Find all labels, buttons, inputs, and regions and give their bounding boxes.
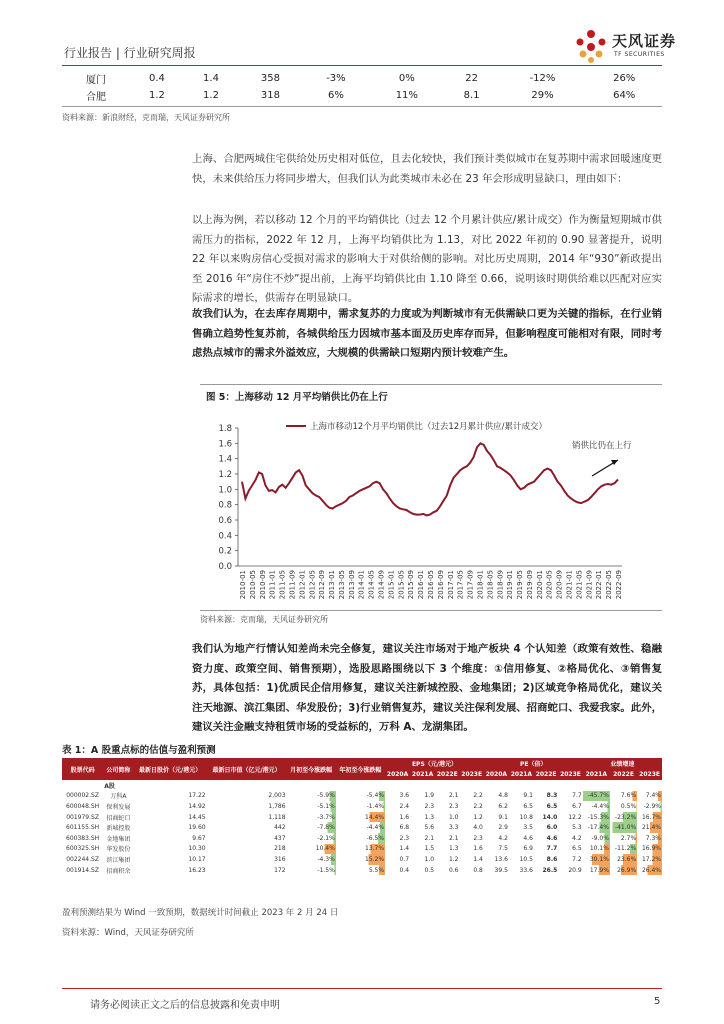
table-cell: 12.2 [568,813,582,821]
table-cell: 13.7% [336,844,385,855]
table-cell: 6.8 [399,824,410,832]
table-cell [637,780,662,791]
table-cell: 10.4% [287,844,336,855]
table-header-row [62,758,662,769]
table-cell: 0.5% [610,801,637,812]
x-tick-label: 2017-05 [456,570,465,600]
table-cell: 2.2 [473,792,483,800]
table-cell: 7.4% [637,791,662,802]
table-cell: 6.5 [546,802,558,810]
table-cell: 7.2 [572,855,582,863]
table-cell: 17.22 [188,792,206,800]
x-tick-label: 2020-01 [535,570,544,600]
table-cell: 33.6 [519,866,533,874]
table-cell: -1.4% [336,801,385,812]
x-tick-label: 2015-09 [407,570,416,600]
table-cell: 64% [613,90,636,101]
y-tick-label: 1.6 [218,439,232,450]
table-cell: -17.4% [583,822,610,833]
x-tick-label: 2019-05 [516,570,525,600]
table-cell: 6.0 [546,824,558,832]
table-cell: -4.4% [336,822,385,833]
table-cell: 9.67 [192,834,206,842]
table-cell [583,780,610,791]
header-cell: 最新日股价（元/港元） [134,758,207,780]
table-cell: 5.3 [572,824,582,832]
paragraph-1: 上海、合肥两城住宅供给处历史相对低位，且去化较快，我们预计类似城市在复苏期中需求回暖速度更快，未来供给压力将同步增大，但我们认为此类城市未必在 23 年会形成明显缺口，理由如下： [192,153,662,185]
y-tick-label: 0.4 [218,531,232,542]
table-row [62,812,662,823]
brand-name: 天风证券 [612,32,677,50]
table-cell: 新城控股 [106,825,131,833]
page-number: 5 [654,996,661,1007]
x-tick-label: 2014-09 [377,570,386,600]
table-cell: 1,786 [268,802,286,810]
table-cell: 2.1 [424,834,435,842]
x-tick-label: 2019-09 [525,570,534,600]
figure-top-rule [200,384,662,385]
x-tick-label: 2020-09 [555,570,564,600]
table-cell [207,780,287,791]
table-cell: 0.4 [149,73,165,84]
x-tick-label: 2016-05 [427,570,435,600]
table-cell: 6.5 [523,802,533,810]
table-cell: 4.2 [498,834,508,842]
table-cell: -15.3% [583,812,610,823]
table-cell: 2.3 [473,834,483,842]
table-cell: 7.7 [546,845,558,853]
table-note: 盈利预测结果为 Wind 一致预期，数据统计时间截止 2023 年 2 月 24 日 [62,908,339,918]
table-cell: -45.7% [583,791,610,802]
subheader-cell: 2023E [637,769,662,780]
table-cell [385,780,410,791]
table-cell: -9.0% [583,833,610,844]
subheader-cell: 2021A [583,769,610,780]
subheader-cell: 2023E [461,771,483,778]
x-tick-label: 2012-01 [298,570,307,600]
brand-logo-icon [571,27,611,67]
table-cell: 0.8 [473,866,483,874]
table-row [62,87,662,104]
chart-annotation: 销供比仍在上行 [572,441,632,451]
table-cell: -1.5% [287,865,336,876]
table-cell: 3.5 [523,824,533,832]
table-cell: 1.6 [399,813,410,821]
table-cell: 1.2 [203,90,219,101]
table-cell: 2.4 [399,802,410,810]
table-cell: 601155.SH [66,824,100,832]
table-cell: 合肥 [85,92,106,103]
table-cell: 17.2% [637,854,662,865]
table-cell: 8.6 [546,855,558,863]
table-cell: 6.7 [572,802,582,810]
table-cell: 7.3% [637,833,662,844]
y-tick-label: 0.8 [218,500,232,511]
table-cell: 招商积余 [106,867,131,875]
paragraph-3: 故我们认为，在去库存周期中，需求复苏的力度或为判断城市有无供需缺口更为关键的指标，在行业销售确立趋势性复苏前，各城供给压力因城市基本面及历史库存而异，但影响程度可能相对有限，同时考虑热点城市的需求外溢效应，大规模的供需缺口短期内预计较难产生。 [192,308,662,359]
table-row [62,854,662,865]
table-cell: 1.2 [149,90,165,101]
table-cell: -11.2% [610,844,637,855]
source-note-3: 资料来源：Wind，天风证券研究所 [62,928,194,938]
table-row [62,844,662,855]
table-cell: 2.1 [448,834,459,842]
table-cell: 招商蛇口 [106,814,131,822]
subheader-cell: 2020A [485,771,508,778]
table-cell: 4.0 [473,824,483,832]
table-cell: 0% [398,73,415,84]
table-cell: -2.9% [637,801,662,812]
footer-disclaimer: 请务必阅读正文之后的信息披露和免责申明 [90,1000,280,1011]
table-cell: 15.2% [336,854,385,865]
table-cell: 2.3 [448,802,459,810]
table-cell: 16.7% [637,812,662,823]
table-cell [558,780,582,791]
header-cell: 月初至今涨跌幅 [287,758,336,780]
table-cell [435,780,459,791]
table-cell: 1.2 [448,855,459,863]
subheader-cell: 2022E [436,771,458,778]
x-tick-label: 2017-01 [446,570,455,600]
table-cell: 22 [465,73,478,84]
table-cell: 437 [274,834,286,842]
table-cell: -2.1% [287,833,336,844]
table-cell [134,780,207,791]
x-tick-label: 2021-09 [585,570,594,600]
table-cell: -12% [529,73,556,84]
table-cell: 0.7 [399,855,410,863]
line-chart [200,402,662,608]
table-cell: 218 [274,845,286,853]
table-cell [459,780,483,791]
x-tick-label: 2014-01 [357,570,366,600]
table-cell: 23.6% [610,854,637,865]
x-tick-label: 2012-09 [318,570,327,600]
table-cell: 26.9% [610,865,637,876]
x-tick-label: 2013-05 [337,570,346,600]
table-group-row [62,780,662,791]
table-cell: 26.4% [637,865,662,876]
table-cell: -23.2% [610,812,637,823]
table-cell: 14.0 [542,813,558,821]
x-tick-label: 2022-01 [595,570,604,600]
table-cell [610,780,637,791]
paragraph-4: 我们认为地产行情认知差尚未完全修复，建议关注市场对于地产板块 4 个认知差（政策有效性、稳融资力度、政策空间、销售预期），选股思路围绕以下 3 个维度：①信用修复、②格局优化、③销售复苏，具体包括：1)优质民企信用修复，建议关注新城控股、金地集团；2)区域竞争格局优化，建议关注天地源、滨江集团、华发股份；3)行业销售复苏，建议关注保利发展、招商蛇口、我爱我家。此外，建议关注金融支持租赁市场的受益标的，万科 A、龙湖集团。 [192,643,662,733]
x-tick-label: 2015-05 [397,570,406,600]
table-cell: 9.1 [523,792,533,800]
y-tick-label: 0.0 [218,562,232,572]
table-cell: 4.6 [546,834,558,842]
table-cell: 5.5% [336,865,385,876]
table-cell: 1.2 [473,813,483,821]
y-tick-label: 1.8 [218,424,232,434]
x-tick-label: 2017-09 [466,570,475,600]
x-tick-label: 2010-01 [239,570,247,600]
table-cell: -3% [326,73,346,84]
table-cell [287,780,336,791]
table-cell: 金地集团 [106,835,131,843]
table-cell: 2,003 [268,792,286,800]
table-cell: 6.5 [572,845,582,853]
table-cell: 2.1 [448,792,459,800]
table-cell: 2.9 [498,824,508,832]
table-cell: 1.6 [473,845,483,853]
table-cell: 8.1 [463,90,480,101]
table-row [62,791,662,802]
table-cell: 20.9 [568,866,582,874]
x-tick-label: 2021-01 [565,570,574,600]
table-cell: 厦门 [85,75,106,86]
city-supply-table [62,70,662,104]
y-tick-label: 1.4 [218,454,232,465]
header-cell: 公司简称 [103,758,134,780]
table-cell: 600048.SH [66,802,100,810]
table-title: 表 1：A 股重点标的估值与盈利预测 [62,745,216,756]
table-cell: 19.60 [188,824,206,832]
table-cell: 10.5 [519,855,533,863]
figure-bottom-rule [200,610,662,611]
table-cell: 4.2 [572,834,582,842]
figure-title: 图 5：上海移动 12 月平均销供比仍在上行 [206,392,388,403]
table-cell: 002244.SZ [66,855,99,863]
stock-valuation-table [62,758,662,875]
table-cell: 318 [260,90,280,101]
table-cell: 2.3 [424,802,435,810]
table-cell: 13.6 [494,855,508,863]
table-cell: 2.3 [399,834,410,842]
table-cell: 316 [274,855,286,863]
table-cell: -3.7% [287,812,336,823]
header-cell: PE（倍） [484,758,583,769]
table-cell: 172 [274,866,286,874]
table-cell: 001979.SZ [66,813,99,821]
y-tick-label: 0.6 [218,516,232,526]
table-cell: 10.30 [188,845,206,853]
group-label: A股 [104,782,115,790]
table-cell: 万科A [110,793,127,801]
table-cell [336,780,385,791]
table-cell: 1.4 [473,855,483,863]
x-tick-label: 2011-01 [268,570,277,600]
table-cell: 1.3 [424,813,435,821]
table-cell [62,780,103,791]
subheader-cell: 2021A [411,771,434,778]
table-cell: 7.7 [572,792,582,800]
table-row [62,865,662,876]
table-cell: 0.6 [448,866,459,874]
subheader-cell: 2023E [560,771,581,778]
table-cell: 14.92 [188,802,206,810]
table-row [62,801,662,812]
table-cell: 1.4 [203,73,219,84]
table-cell: 保利发展 [106,803,131,811]
header-cell: 年初至今涨跌幅 [336,758,385,780]
header-cell: 最新日市值（亿元/港元） [207,758,287,780]
table-cell: 3.3 [448,824,459,832]
header-cell: EPS（元/港元） [385,758,484,769]
table-cell: 442 [274,824,286,832]
table-cell: 5.6 [424,824,435,832]
table-cell: 000002.SZ [66,792,99,800]
table-cell: 001914.SZ [66,866,99,874]
table-cell: 11% [395,90,418,101]
table-cell: -41.0% [610,822,637,833]
table-cell: 16.23 [188,866,206,874]
table-cell: 2.7% [610,833,637,844]
table-cell: 3.6 [399,792,410,800]
legend-label: 上海市移动12个月平均销供比（过去12月累计供应/累计成交） [310,422,547,432]
paragraph-2: 以上海为例，若以移动 12 个月的平均销供比（过去 12 个月累计供应/累计成交）作为衡量短期城市供需压力的指标，2022 年 12 月，上海平均销供比为 1.13，对比 2022 年初的 0.90 显著提升，说明 22 年以来购房信心受损对需求的影响大于对供给侧的影响。对比历史周期，2014 年“930”新政提出至 2016 年“房住不炒”提出前，上海平均销供比由 1.10 降至 0.66，说明该时期供给难以匹配对应实际需求的增长，供需存在明显缺口。 [192,214,662,304]
brand-name-en: TF SECURITIES [614,51,665,58]
table-row [62,822,662,833]
y-tick-label: 1.2 [218,470,232,480]
table-cell: 26.5 [542,866,558,874]
footer-divider [62,988,662,989]
table-cell: -5.4% [336,791,385,802]
table-cell: -4.4% [583,801,610,812]
y-tick-label: 0.2 [218,546,232,557]
x-tick-label: 2010-05 [248,570,257,600]
table-cell: 0.4 [399,866,410,874]
x-tick-label: 2012-05 [308,570,317,600]
y-tick-label: 1.0 [218,485,232,496]
table-cell: 1.5 [424,845,435,853]
table-cell: 滨江集团 [106,856,131,864]
table-cell [410,780,435,791]
subheader-cell: 2022E [610,769,637,780]
x-tick-label: 2018-01 [476,570,485,600]
table-cell: 14.45 [188,813,206,821]
table-cell: 8.3 [546,792,558,800]
x-tick-label: 2019-01 [506,570,515,600]
table-cell: 6.9 [523,845,533,853]
table-cell: 7.6% [610,791,637,802]
table-cell: 7.5 [498,845,508,853]
x-tick-label: 2014-05 [367,570,376,600]
x-tick-label: 2015-01 [387,570,396,600]
header-title: 行业报告 | 行业研究周报 [64,46,196,60]
x-tick-label: 2021-05 [575,570,584,600]
subheader-cell: 2020A [386,771,409,778]
table-cell [484,780,509,791]
table-cell: 1.9 [424,792,435,800]
table-cell: 16.9% [637,844,662,855]
table-cell: 29% [531,90,554,101]
table-cell: 1.0 [424,855,435,863]
table-cell [509,780,534,791]
source-note-1: 资料来源：新浪财经，克而瑞，天风证券研究所 [62,113,230,122]
table-cell: -6.5% [336,833,385,844]
table-cell: 1,118 [268,813,286,821]
table-cell: 17.9% [583,865,610,876]
x-tick-label: 2013-09 [347,570,356,600]
x-tick-label: 2013-01 [328,570,337,600]
table-row [62,70,662,87]
header-divider [62,65,662,66]
x-tick-label: 2010-09 [258,570,267,600]
x-tick-label: 2016-09 [436,570,445,600]
table-cell: 1.3 [448,845,459,853]
table-cell: 华发股份 [106,846,131,854]
x-tick-label: 2016-01 [417,570,426,600]
table-cell: -5.9% [287,791,336,802]
x-tick-label: 2022-09 [615,570,623,600]
x-tick-label: 2011-09 [288,570,297,600]
table-cell: -5.1% [287,801,336,812]
table-cell: 600383.SH [66,834,100,842]
table-cell: 14.4% [336,812,385,823]
x-tick-label: 2022-05 [605,570,614,600]
table-cell: 10.8 [519,813,533,821]
table-cell: 9.1 [498,813,508,821]
table-cell: 358 [260,73,280,84]
table-cell: 10.1% [583,844,610,855]
table-cell: 4.8 [498,792,508,800]
subheader-cell: 2022E [535,771,557,778]
table-cell: 1.4 [399,845,410,853]
table-cell: 30.1% [583,854,610,865]
subheader-cell: 2021A [510,771,533,778]
table-cell: 2.2 [473,802,483,810]
x-tick-label: 2020-05 [545,570,554,600]
table-cell: 6.2 [498,802,508,810]
table-cell: 26% [613,73,636,84]
source-note-2: 资料来源：克而瑞，天风证券研究所 [200,615,328,624]
table-cell: 6% [328,90,344,101]
table-cell: 0.5 [424,866,435,874]
table-cell: 600325.SH [66,845,100,853]
x-tick-label: 2018-05 [486,570,495,600]
table-cell: 4.6 [523,834,533,842]
table-cell [534,780,558,791]
x-tick-label: 2011-05 [278,570,287,600]
table-row [62,833,662,844]
table-bottom-rule [62,106,662,107]
series-line [242,443,618,515]
header-cell: 股票代码 [62,758,103,780]
header-cell: 业绩增速 [583,758,662,769]
table-cell: 10.17 [188,855,206,863]
table-cell: 21.4% [637,822,662,833]
table-cell: 39.5 [494,866,508,874]
x-tick-label: 2018-09 [496,570,505,600]
table-cell: -7.8% [287,822,336,833]
table-cell: 1.0 [448,813,459,821]
table-cell: -4.3% [287,854,336,865]
